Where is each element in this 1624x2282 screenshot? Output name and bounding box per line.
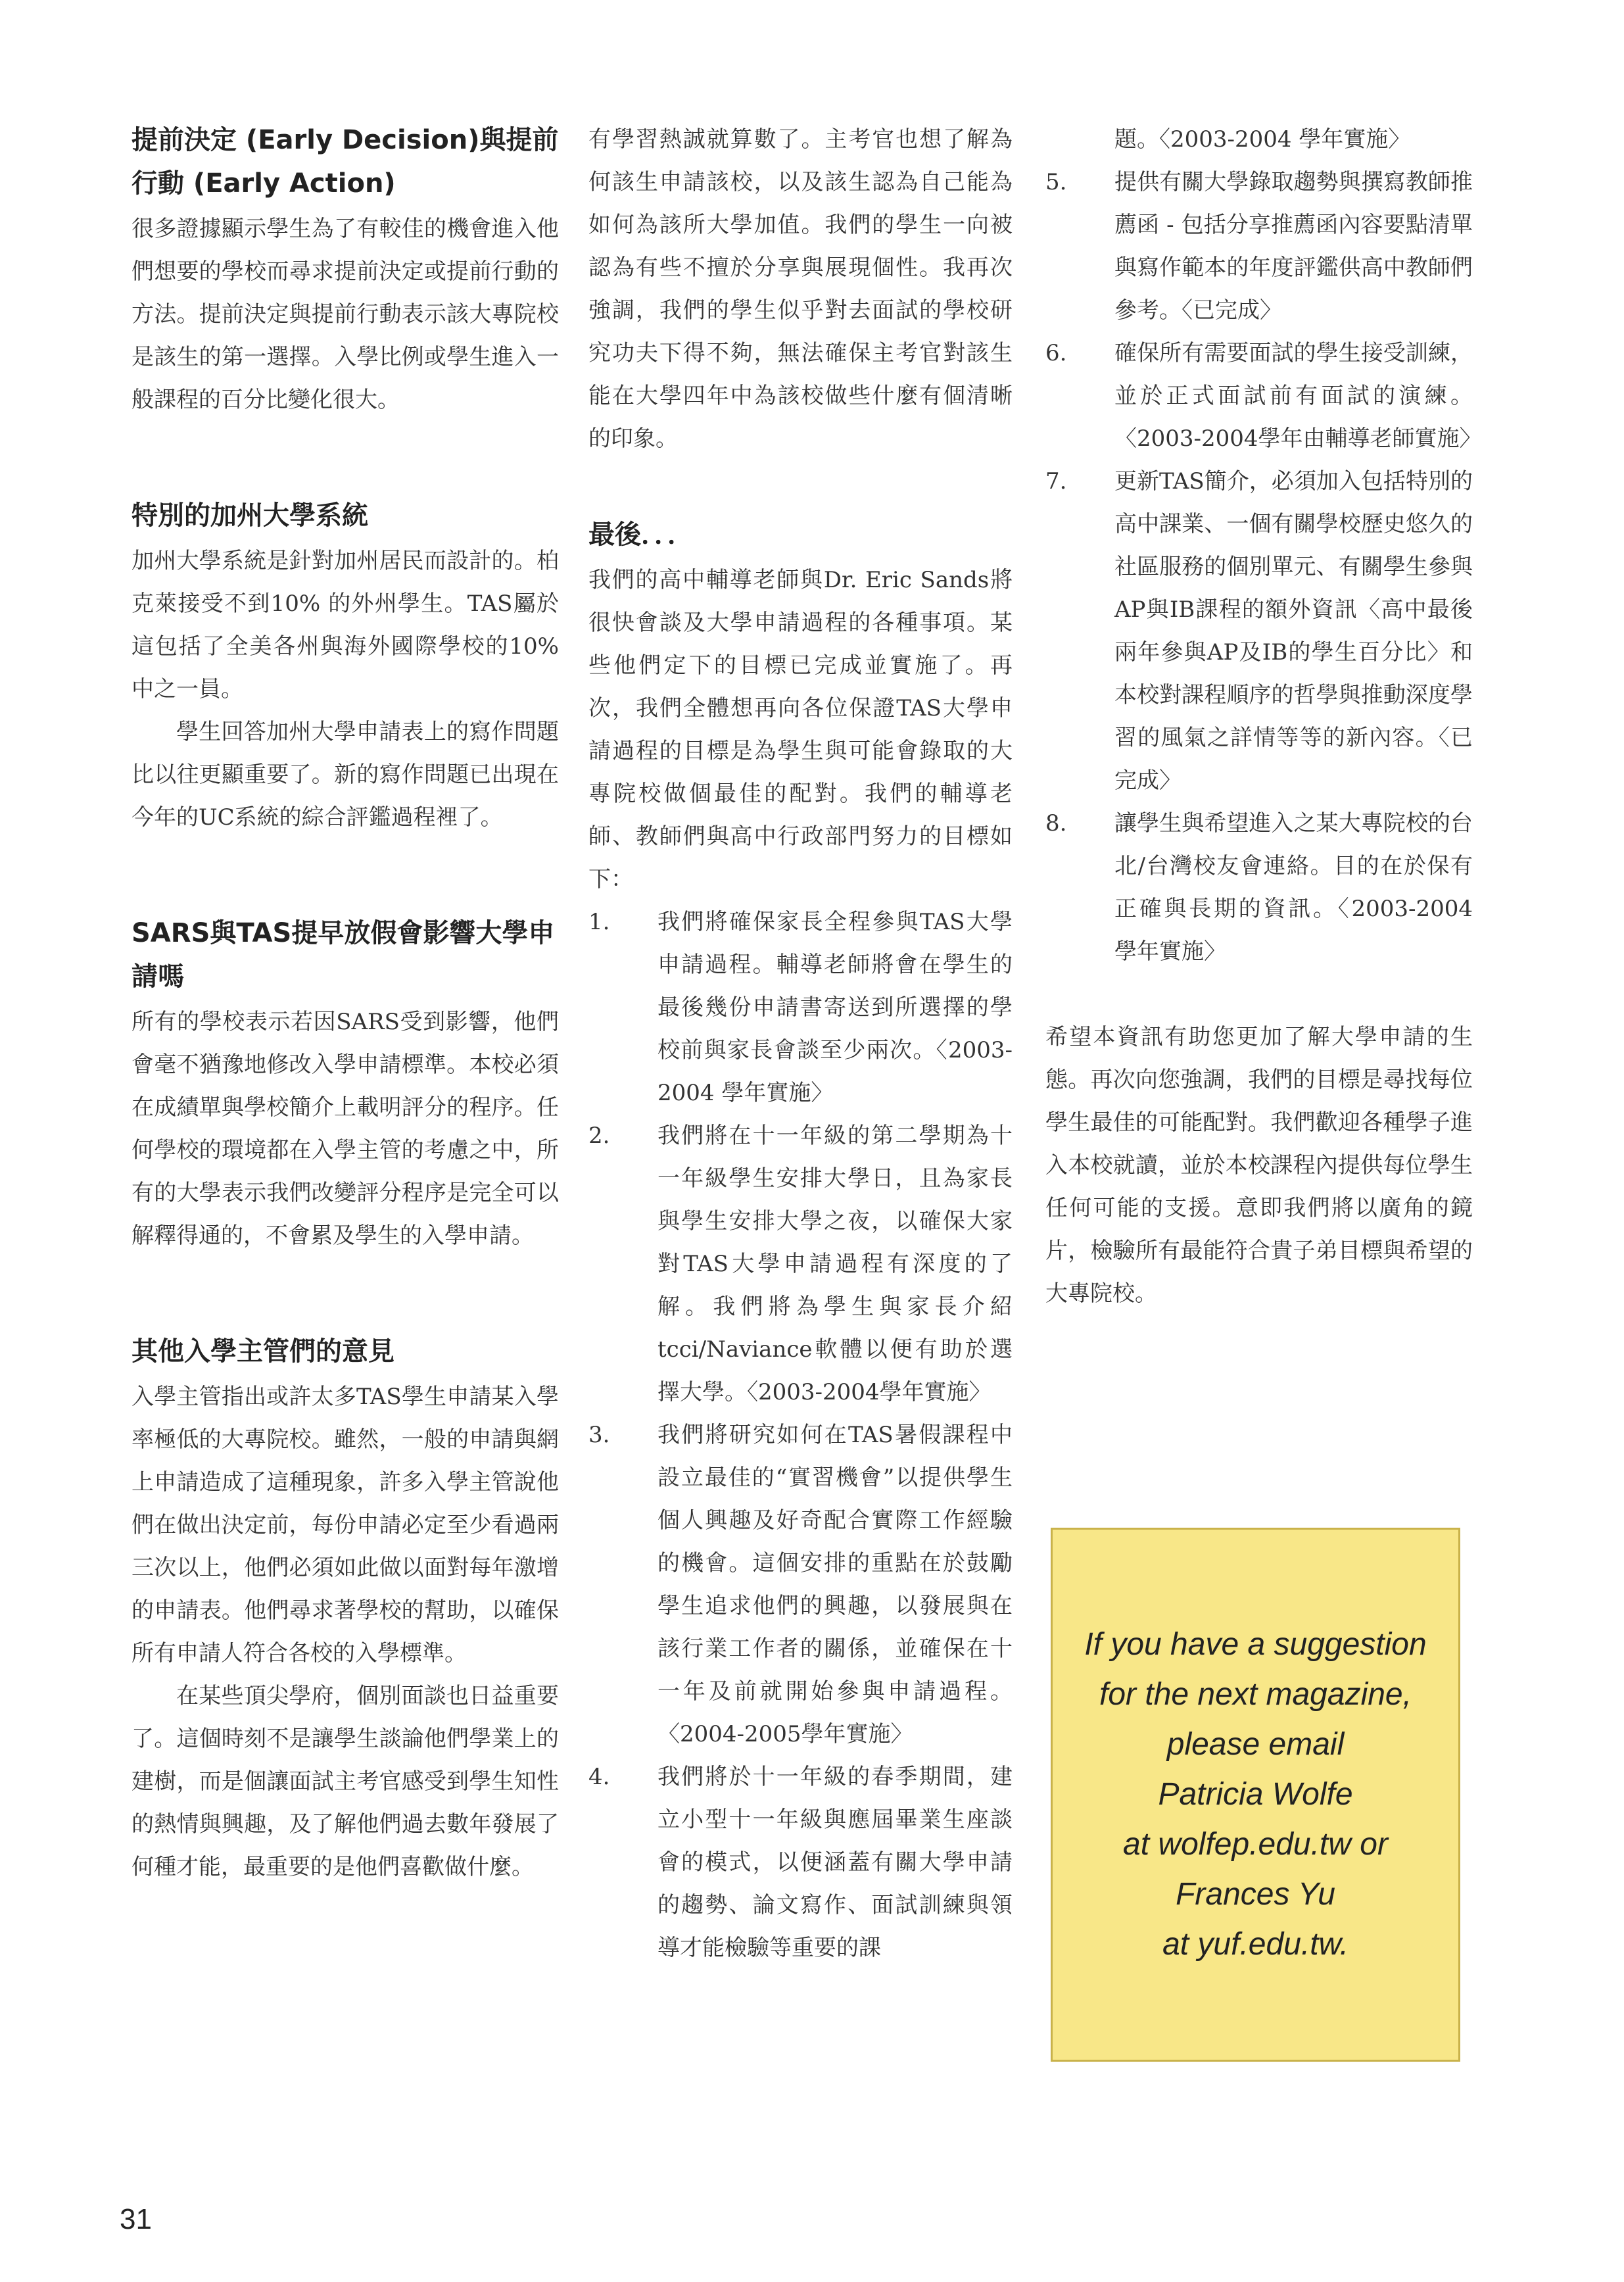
- heading-finally: 最後．．．: [588, 520, 694, 550]
- list-item: [1045, 460, 1473, 802]
- list-item-number: 3.: [588, 1422, 610, 1448]
- list-item: [588, 901, 1013, 1115]
- heading-early-decision: 提前決定 (Early Decision)與提前行動 (Early Action): [131, 125, 559, 199]
- list-item-number: 7.: [1045, 468, 1067, 495]
- list-item: [588, 1414, 1013, 1756]
- column-3: [1045, 118, 1482, 1315]
- list-item-text: 讓學生與希望進入之某大專院校的台北/台灣校友會連絡。目的在於保有正確與長期的資訊。〈2003-2004 學年實施〉: [1114, 810, 1473, 965]
- goals-list-part-1: [588, 901, 1013, 1970]
- heading-sars: SARS與TAS提早放假會影響大學申請嗎: [131, 918, 555, 992]
- list-item-continued: [1045, 118, 1473, 161]
- heading-admission-officers: 其他入學主管們的意見: [131, 1336, 394, 1367]
- suggestion-line: If you have a suggestion: [1084, 1627, 1427, 1662]
- list-item: [588, 1756, 1013, 1970]
- paragraph-finally: 我們的高中輔導老師與Dr. Eric Sands將很快會談及大學申請過程的各種事項。某些他們定下的目標已完成並實施了。再次，我們全體想再向各位保證TAS大學申請過程的目標是為學生與可能會錄取的大專院校做個最佳的配對。我們的輔導老師、教師們與高中行政部門努力的目標如下：: [588, 567, 1013, 892]
- paragraph-admission-officers-2: 在某些頂尖學府，個別面談也日益重要了。這個時刻不是讓學生談論他們學業上的建樹，而是個讓面試主考官感受到學生知性的熱情與興趣，及了解他們過去數年發展了何種才能，最重要的是他們喜歡做什麼。: [131, 1683, 559, 1880]
- paragraph-uc-system-1: 加州大學系統是針對加州居民而設計的。柏克萊接受不到10% 的外州學生。TAS屬於這包括了全美各州與海外國際學校的10% 中之一員。: [131, 548, 559, 702]
- page-number: 31: [120, 2203, 152, 2235]
- list-item-text: 我們將於十一年級的春季期間，建立小型十一年級與應屆畢業生座談會的模式，以便涵蓋有關大學申請的趨勢、論文寫作、面試訓練與領導才能檢驗等重要的課: [657, 1764, 1013, 1961]
- list-item: [588, 1115, 1013, 1414]
- list-item-text: 我們將研究如何在TAS暑假課程中設立最佳的“實習機會”以提供學生個人興趣及好奇配合實際工作經驗的機會。這個安排的重點在於鼓勵學生追求他們的興趣，以發展與在該行業工作者的關係，並確保在十一年及前就開始參與申請過程。〈2004-2005學年實施〉: [657, 1422, 1013, 1747]
- suggestion-line: Frances Yu: [1176, 1877, 1335, 1912]
- list-item-text: 我們將確保家長全程參與TAS大學申請過程。輔導老師將會在學生的最後幾份申請書寄送到所選擇的學校前與家長會談至少兩次。〈2003-2004 學年實施〉: [657, 909, 1013, 1106]
- list-item-text: 題。〈2003-2004 學年實施〉: [1114, 126, 1411, 153]
- column-2: [588, 118, 1013, 1970]
- paragraph-interview-continued: 有學習熱誠就算數了。主考官也想了解為何該生申請該校，以及該生認為自己能為如何為該所大學加值。我們的學生一向被認為有些不擅於分享與展現個性。我再次強調，我們的學生似乎對去面試的學校研究功夫下得不夠，無法確保主考官對該生能在大學四年中為該校做些什麼有個清晰的印象。: [588, 126, 1013, 452]
- column-1: [131, 118, 559, 1889]
- paragraph-admission-officers-1: 入學主管指出或許太多TAS學生申請某入學率極低的大專院校。雖然，一般的申請與網上申請造成了這種現象，許多入學主管說他們在做出決定前，每份申請必定至少看過兩三次以上，他們必須如此做以面對每年激增的申請表。他們尋求著學校的幫助，以確保所有申請人符合各校的入學標準。: [131, 1384, 559, 1666]
- list-item-number: 5.: [1045, 169, 1067, 195]
- list-item: [1045, 332, 1482, 460]
- list-item-number: 4.: [588, 1764, 610, 1790]
- paragraph-early-decision: 很多證據顯示學生為了有較佳的機會進入他們想要的學校而尋求提前決定或提前行動的方法。提前決定與提前行動表示該大專院校是該生的第一選擇。入學比例或學生進入一般課程的百分比變化很大。: [131, 216, 559, 413]
- list-item: [1045, 802, 1473, 973]
- list-item: [1045, 161, 1473, 332]
- list-item-number: 1.: [588, 909, 610, 935]
- suggestion-line: for the next magazine,: [1099, 1677, 1412, 1712]
- list-item-text: 提供有關大學錄取趨勢與撰寫教師推薦函 - 包括分享推薦函內容要點清單與寫作範本的年度評鑑供高中教師們參考。〈已完成〉: [1114, 169, 1473, 324]
- suggestion-text: [1071, 1620, 1439, 1970]
- goals-list-part-2: [1045, 118, 1482, 973]
- list-item-number: 2.: [588, 1123, 610, 1149]
- paragraph-uc-system-2: 學生回答加州大學申請表上的寫作問題比以往更顯重要了。新的寫作問題已出現在今年的UC系統的綜合評鑑過程裡了。: [131, 719, 559, 831]
- paragraph-closing: 希望本資訊有助您更加了解大學申請的生態。再次向您強調，我們的目標是尋找每位學生最佳的可能配對。我們歡迎各種學子進入本校就讀，並於本校課程內提供每位學生任何可能的支援。意即我們將以廣角的鏡片，檢驗所有最能符合貴子弟目標與希望的大專院校。: [1045, 1024, 1473, 1307]
- paragraph-sars: 所有的學校表示若因SARS受到影響，他們會毫不猶豫地修改入學申請標準。本校必須在成績單與學校簡介上載明評分的程序。任何學校的環境都在入學主管的考慮之中，所有的大學表示我們改變評分程序是完全可以解釋得通的，不會累及學生的入學申請。: [131, 1009, 559, 1249]
- list-item-text: 我們將在十一年級的第二學期為十一年級學生安排大學日，且為家長與學生安排大學之夜，以確保大家對TAS大學申請過程有深度的了解。我們將為學生與家長介紹tcci/Naviance軟體以便有助於選擇大學。〈2003-2004學年實施〉: [657, 1123, 1013, 1405]
- suggestion-line: at wolfep.edu.tw or: [1123, 1827, 1388, 1862]
- suggestion-box: [1051, 1528, 1460, 2062]
- suggestion-line: please email: [1166, 1727, 1345, 1762]
- list-item-text: 確保所有需要面試的學生接受訓練，並於正式面試前有面試的演練。〈2003-2004學年由輔導老師實施〉: [1114, 340, 1482, 452]
- list-item-number: 6.: [1045, 340, 1067, 366]
- heading-uc-system: 特別的加州大學系統: [131, 500, 368, 531]
- list-item-text: 更新TAS簡介，必須加入包括特別的高中課業、一個有關學校歷史悠久的社區服務的個別單元、有關學生參與AP與IB課程的額外資訊〈高中最後兩年參與AP及IB的學生百分比〉和本校對課程順序的哲學與推動深度學習的風氣之詳情等等的新內容。〈已完成〉: [1114, 468, 1473, 794]
- suggestion-line: Patricia Wolfe: [1158, 1777, 1353, 1812]
- suggestion-line: at yuf.edu.tw.: [1162, 1927, 1349, 1962]
- list-item-number: 8.: [1045, 810, 1067, 837]
